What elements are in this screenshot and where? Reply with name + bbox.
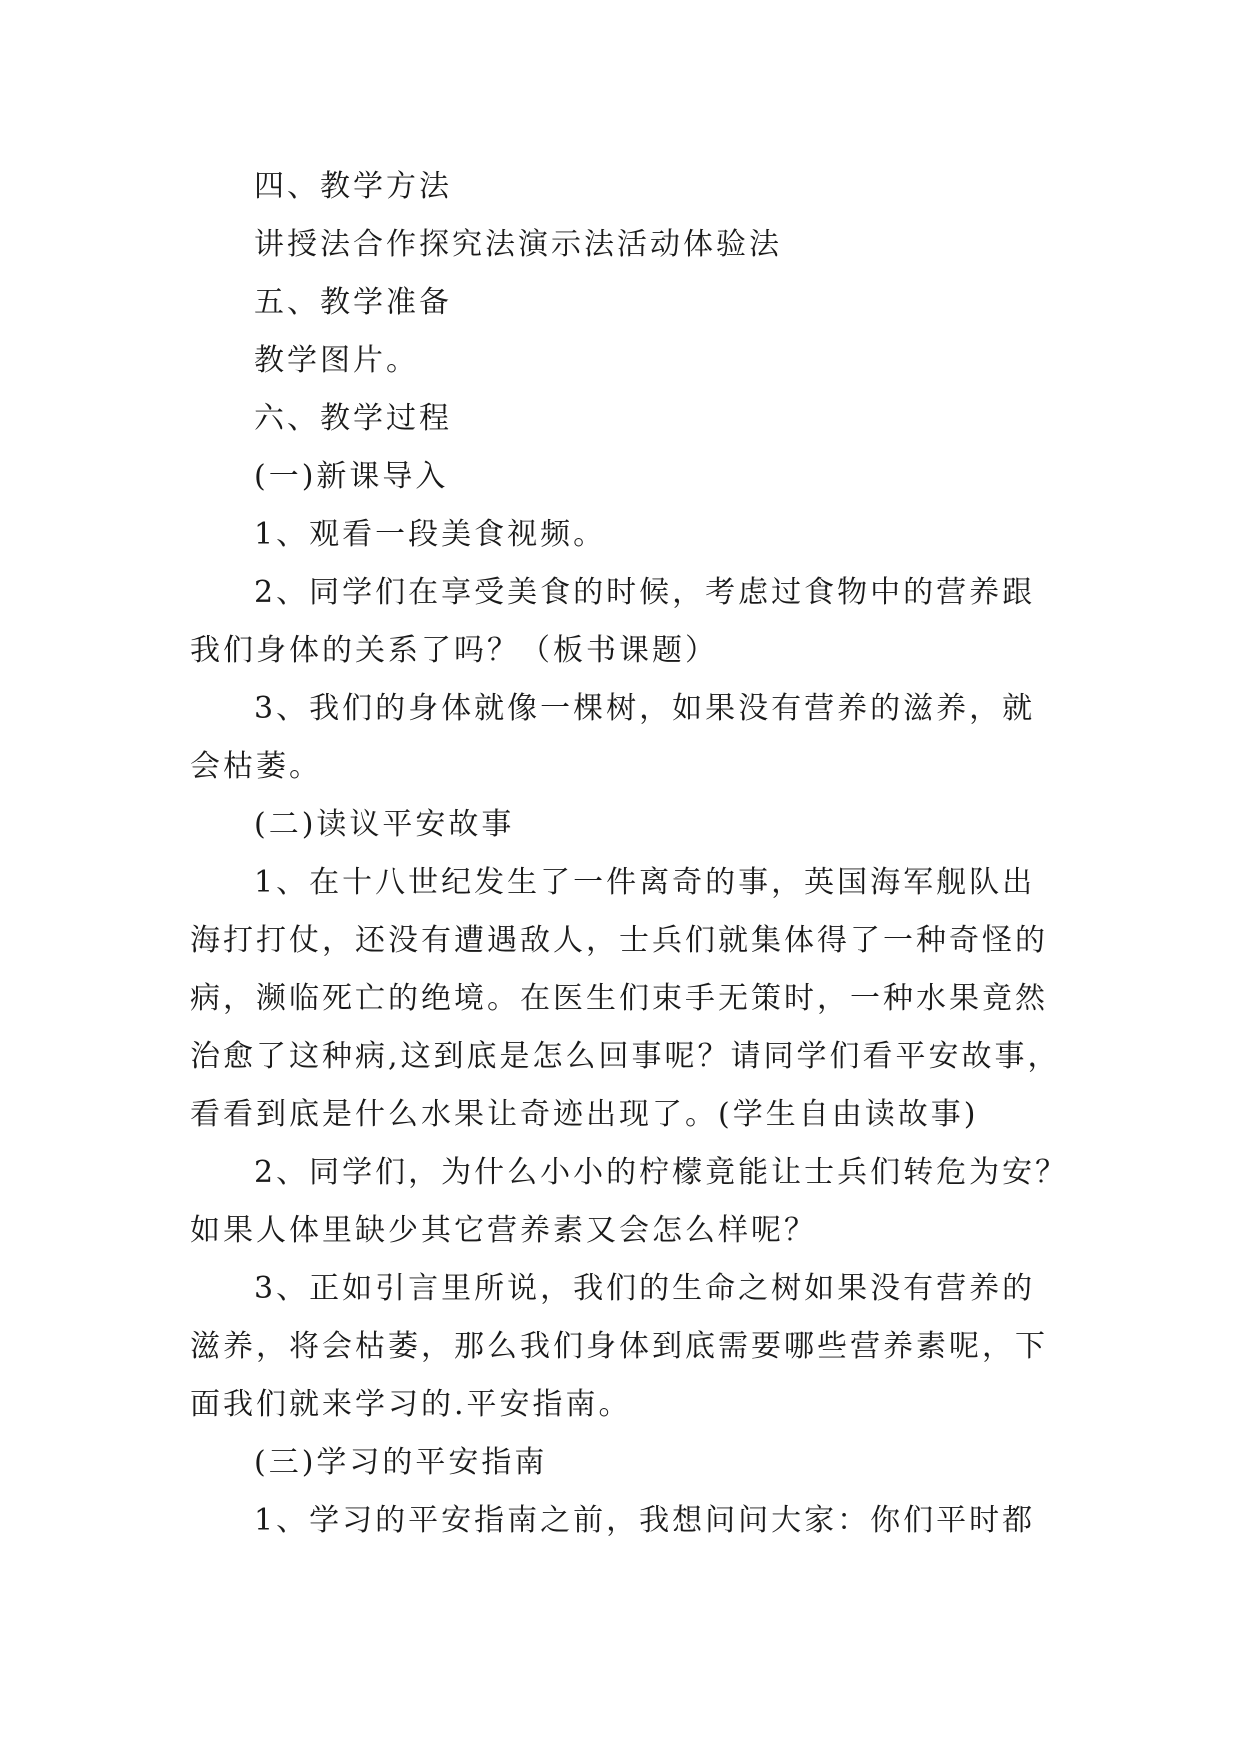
heading-teaching-methods: 四、教学方法 [254,169,452,204]
subheading-new-lesson-intro: (一)新课导入 [254,459,449,494]
paragraph-line: 1、观看一段美食视频。 [254,517,607,552]
paragraph-line: 面我们就来学习的.平安指南。 [190,1387,632,1422]
paragraph-line: 看看到底是什么水果让奇迹出现了。(学生自由读故事) [190,1097,979,1132]
subheading-safety-story: (二)读议平安故事 [254,807,515,842]
paragraph-line: 滋养，将会枯萎，那么我们身体到底需要哪些营养素呢，下 [190,1329,1048,1364]
paragraph-line: 海打打仗，还没有遭遇敌人，士兵们就集体得了一种奇怪的 [190,923,1048,958]
paragraph-line: 3、正如引言里所说，我们的生命之树如果没有营养的 [254,1271,1036,1306]
paragraph-line: 治愈了这种病,这到底是怎么回事呢？请同学们看平安故事， [190,1039,1061,1074]
paragraph-line: 病，濒临死亡的绝境。在医生们束手无策时，一种水果竟然 [190,981,1048,1016]
paragraph-line: 教学图片。 [254,343,419,378]
heading-teaching-process: 六、教学过程 [254,401,452,436]
paragraph-line: 会枯萎。 [190,749,322,784]
heading-teaching-preparation: 五、教学准备 [254,285,452,320]
paragraph-line: 2、同学们在享受美食的时候，考虑过食物中的营养跟 [254,575,1036,610]
paragraph-line: 2、同学们，为什么小小的柠檬竟能让士兵们转危为安？ [254,1155,1069,1190]
paragraph-line: 我们身体的关系了吗？（板书课题） [190,633,718,668]
paragraph-line: 3、我们的身体就像一棵树，如果没有营养的滋养，就 [254,691,1036,726]
paragraph-line: 1、在十八世纪发生了一件离奇的事，英国海军舰队出 [254,865,1036,900]
document-body [190,158,1069,1550]
paragraph-line: 如果人体里缺少其它营养素又会怎么样呢？ [190,1213,817,1248]
paragraph-line: 1、学习的平安指南之前，我想问问大家：你们平时都 [254,1503,1036,1538]
paragraph-line: 讲授法合作探究法演示法活动体验法 [254,227,782,262]
subheading-safety-guide: (三)学习的平安指南 [254,1445,548,1480]
